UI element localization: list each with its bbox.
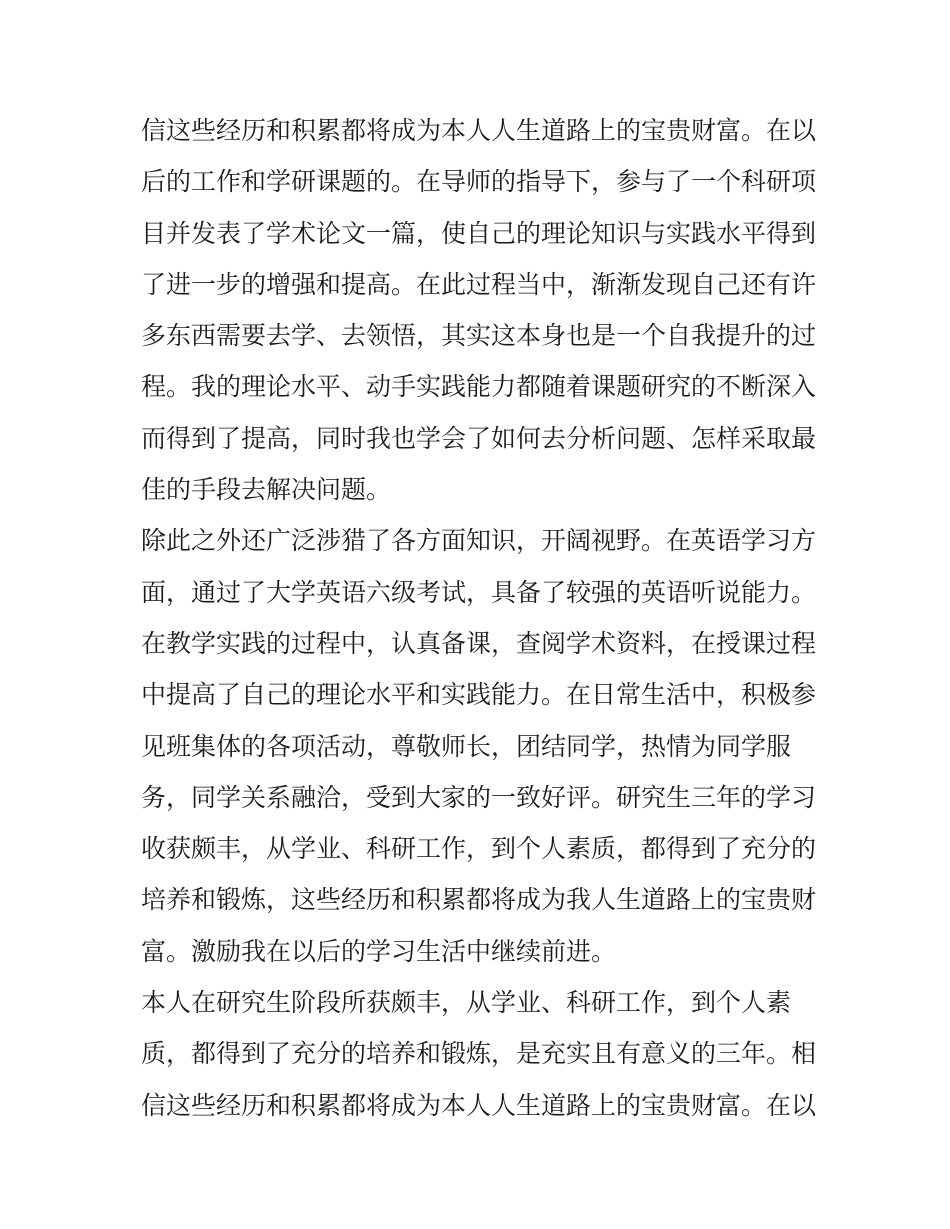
text-line: 收获颇丰，从学业、科研工作，到个人素质，都得到了充分的 (141, 834, 817, 864)
text-line: 本人在研究生阶段所获颇丰，从学业、科研工作，到个人素 (141, 988, 792, 1018)
text-line: 中提高了自己的理论水平和实践能力。在日常生活中，积极参 (141, 680, 817, 710)
text-line: 目并发表了学术论文一篇，使自己的理论知识与实践水平得到 (141, 218, 817, 248)
body-text (141, 105, 831, 1131)
text-line: 程。我的理论水平、动手实践能力都随着课题研究的不断深入 (141, 372, 817, 402)
text-line: 信这些经历和积累都将成为本人人生道路上的宝贵财富。在以 (141, 116, 817, 145)
text-line: 而得到了提高，同时我也学会了如何去分析问题、怎样采取最 (141, 423, 817, 453)
text-line: 多东西需要去学、去领悟，其实这本身也是一个自我提升的过 (141, 321, 817, 351)
text-line: 见班集体的各项活动，尊敬师长，团结同学，热情为同学服 (141, 731, 792, 761)
text-line: 面，通过了大学英语六级考试，具备了较强的英语听说能力。 (141, 577, 817, 607)
text-line: 后的工作和学研课题的。在导师的指导下，参与了一个科研项 (141, 167, 817, 197)
text-line: 在教学实践的过程中，认真备课，查阅学术资料，在授课过程 (141, 628, 817, 658)
text-line: 培养和锻炼，这些经历和积累都将成为我人生道路上的宝贵财 (141, 885, 817, 915)
text-line: 佳的手段去解决问题。 (141, 475, 392, 505)
text-line: 质，都得到了充分的培养和锻炼，是充实且有意义的三年。相 (141, 1039, 817, 1069)
text-line: 除此之外还广泛涉猎了各方面知识，开阔视野。在英语学习方 (141, 526, 817, 556)
text-line: 富。激励我在以后的学习生活中继续前进。 (141, 936, 617, 966)
text-line: 务，同学关系融洽，受到大家的一致好评。研究生三年的学习 (141, 782, 817, 812)
text-line: 信这些经历和积累都将成为本人人生道路上的宝贵财富。在以 (141, 1090, 817, 1120)
text-line: 了进一步的增强和提高。在此过程当中，渐渐发现自己还有许 (141, 269, 817, 299)
